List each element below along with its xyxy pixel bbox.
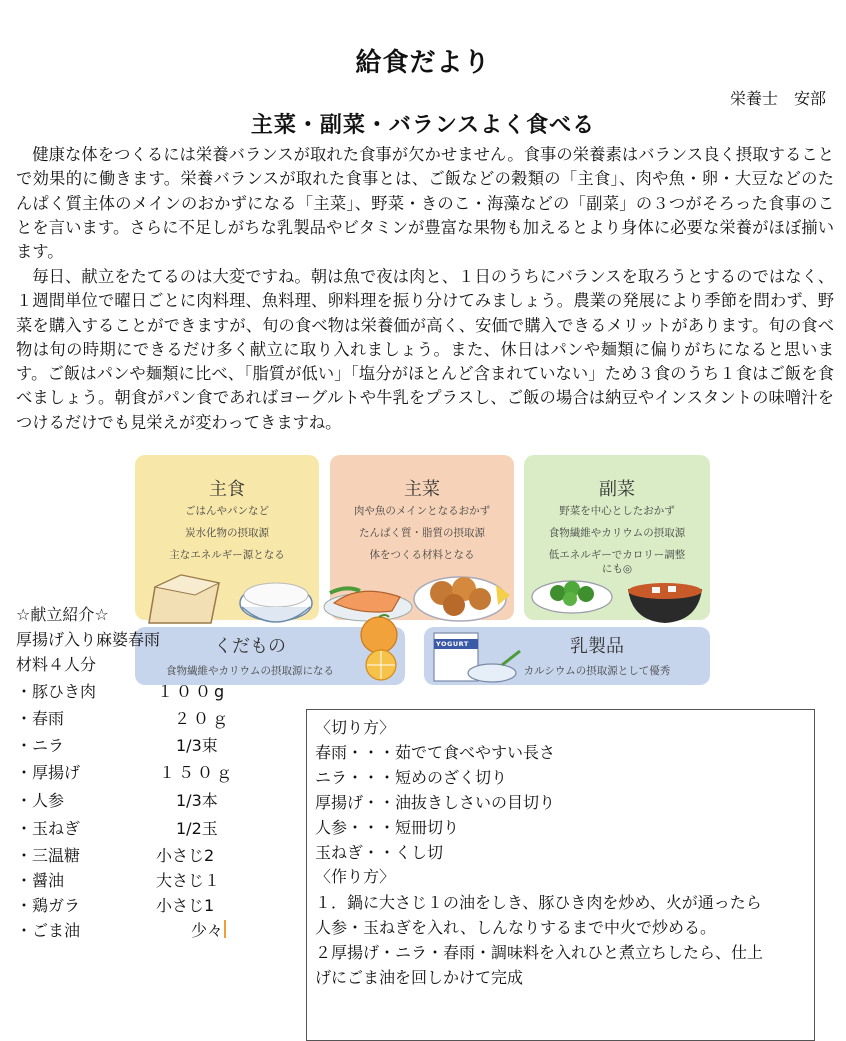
fruit-card <box>135 627 405 685</box>
ingredient-name: ・豚ひき肉 <box>16 682 97 701</box>
orange-icon <box>353 613 411 683</box>
recipe-steps-box <box>306 709 815 1041</box>
paragraph-1: 健康な体をつくるには栄養バランスが取れた食事が欠かせません。食事の栄養素はバランス良く摂取することで効果的に働きます。栄養バランスが取れた食事とは、ご飯などの穀類の「主食」、肉や魚・卵・大豆などのたんぱく質主体のメインのおかずになる「主菜」、野菜・きのこ・海藻などの「副菜」の３つがそろった食事のことを言います。さらに不足しがちな乳製品やビタミンが豊富な果物も加えるとより身体に必要な栄養がほぼ揃います。 <box>16 145 834 262</box>
dairy-card <box>424 627 710 685</box>
step-line: １．鍋に大さじ１の油をしき、豚ひき肉を炒め、火が通ったら <box>315 893 762 912</box>
fruit-line: 食物繊維やカリウムの摂取源になる <box>166 665 334 677</box>
main-dish-line: たんぱく質・脂質の摂取源 <box>359 527 485 539</box>
step-line: 春雨・・・茹でて食べやすい長さ <box>315 743 556 762</box>
recipe-name: 厚揚げ入り麻婆春雨 <box>16 630 161 649</box>
ingredient-amount: 1/3本 <box>176 791 218 810</box>
staple-food-line: ごはんやパンなど <box>185 505 269 517</box>
step-line: げにごま油を回しかけて完成 <box>315 968 524 987</box>
recipe-intro: ☆献立紹介☆ <box>16 605 109 624</box>
ingredient-name: ・春雨 <box>16 709 65 728</box>
ingredient-name: ・三温糖 <box>16 846 81 865</box>
step-line: 厚揚げ・・油抜きしさいの目切り <box>315 793 556 812</box>
article-subtitle: 主菜・副菜・バランスよく食べる <box>250 113 596 138</box>
text-cursor <box>224 920 226 938</box>
ingredient-amount: 1/3束 <box>176 736 218 755</box>
yogurt-icon <box>430 629 530 685</box>
ingredient-amount: 1/2玉 <box>176 819 218 838</box>
staple-food-card <box>135 455 319 620</box>
staple-food-title: 主食 <box>209 479 245 500</box>
step-line: ２厚揚げ・ニラ・春雨・調味料を入れひと煮立ちしたら、仕上 <box>315 943 764 962</box>
steps-heading-cutting: 〈切り方〉 <box>315 718 396 737</box>
step-line: 玉ねぎ・・くし切 <box>315 843 444 862</box>
side-dish-line: 食物繊維やカリウムの摂取源 <box>548 527 686 539</box>
ingredient-name: ・玉ねぎ <box>16 819 81 838</box>
side-dish-line: 低エネルギーでカロリー調整 <box>548 549 686 561</box>
side-dish-line: にも◎ <box>601 563 633 575</box>
author-name: 栄養士 安部 <box>729 89 826 108</box>
main-dish-card <box>330 455 514 620</box>
ingredient-amount: 大さじ１ <box>156 871 221 890</box>
recipe-servings: 材料４人分 <box>16 655 97 674</box>
ingredient-name: ・醤油 <box>16 871 65 890</box>
side-dish-card <box>524 455 710 620</box>
food-balance-infographic <box>132 455 710 690</box>
ingredient-amount: １５０ｇ <box>159 763 236 782</box>
fruit-title: くだもの <box>214 636 286 657</box>
dairy-line: カルシウムの摂取源として優秀 <box>523 665 671 677</box>
main-dish-line: 体をつくる材料となる <box>369 549 475 561</box>
paragraph-2: 毎日、献立をたてるのは大変ですね。朝は魚で夜は肉と、１日のうちにバランスを取ろうとするのではなく、１週間単位で曜日ごとに肉料理、魚料理、卵料理を振り分けてみましょう。農業の発展により季節を問わず、野菜を購入することができますが、旬の食べ物は栄養価が高く、安価で購入できるメリットがあります。旬の食べ物は旬の時期にできるだけ多く献立に取り入れましょう。また、休日はパンや麺類に偏りがちになると思います。ご飯はパンや麺類に比べ、「脂質が低い」「塩分がほとんど含まれていない」ため３食のうち１食はご飯を食べましょう。朝食がパン食であればヨーグルトや牛乳をプラスし、ご飯の場合は納豆やインスタントの味噌汁をつけるだけでも見栄えが変わってきますね。 <box>16 267 834 432</box>
dairy-title: 乳製品 <box>570 636 624 657</box>
ingredient-amount: 少々 <box>191 921 224 940</box>
yogurt-label: YOGURT <box>436 640 469 648</box>
ingredient-name: ・人参 <box>16 791 65 810</box>
staple-food-line: 主なエネルギー源となる <box>169 549 285 561</box>
ingredient-amount: 小さじ1 <box>156 896 215 915</box>
ingredient-amount: 小さじ2 <box>156 846 215 865</box>
step-line: 人参・玉ねぎを入れ、しんなりするまで中火で炒める。 <box>315 918 716 937</box>
ingredient-name: ・ごま油 <box>16 921 81 940</box>
ingredient-name: ・厚揚げ <box>16 763 81 782</box>
step-line: ニラ・・・短めのざく切り <box>315 768 508 787</box>
side-dish-title: 副菜 <box>599 479 635 500</box>
steps-heading-cooking: 〈作り方〉 <box>315 867 396 886</box>
newsletter-title: 給食だより <box>355 48 491 78</box>
ingredient-amount: １００g <box>157 682 228 701</box>
ingredient-name: ・ニラ <box>16 736 65 755</box>
side-dish-line: 野菜を中心としたおかず <box>559 505 675 517</box>
step-line: 人参・・・短冊切り <box>315 818 460 837</box>
main-dish-line: 肉や魚のメインとなるおかず <box>353 505 491 517</box>
ingredient-name: ・鶏ガラ <box>16 896 81 915</box>
ingredient-amount: ２０ｇ <box>174 709 232 728</box>
fish-and-meat-icon <box>320 563 515 625</box>
bread-and-rice-icon <box>141 567 316 627</box>
vegetables-and-soup-icon <box>530 569 708 627</box>
staple-food-line: 炭水化物の摂取源 <box>185 527 269 539</box>
main-dish-title: 主菜 <box>404 479 440 500</box>
